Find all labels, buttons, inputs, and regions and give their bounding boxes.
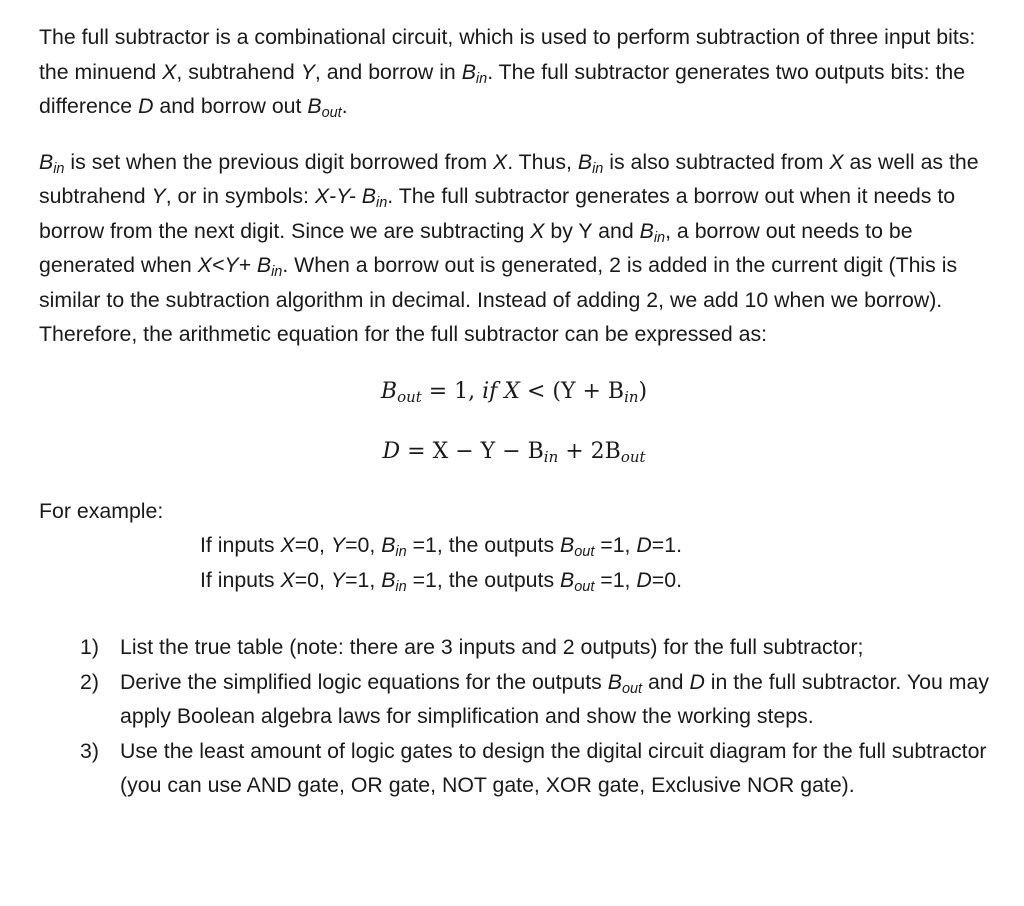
var-x: X [162, 59, 177, 84]
example-line: If inputs X=0, Y=0, $B_{in} =1$, the outputs $B_{out} =1$, D=1. [200, 533, 682, 561]
questions-list [39, 630, 989, 803]
equation-d: $D = X - Y - B_{in} + 2B_{out}$ [382, 438, 646, 466]
example-label: For example: [39, 498, 164, 523]
var-d: D [138, 94, 154, 118]
text: , subtrahend [176, 59, 301, 84]
text: . [341, 94, 348, 118]
question-item: 1) List the true table (note: there are 3 inputs and 2 outputs) for the full subtractor; [80, 635, 864, 659]
question-item: 3) Use the least amount of logic gates to design the digital circuit diagram for the full subtractor (you can use AND gate, OR gate, NOT gate, XOR gate, Exclusive NOR gate). [80, 738, 987, 797]
equations-block [39, 374, 989, 470]
intro-paragraph [39, 20, 989, 124]
example-line: If inputs X=0, Y=1, $B_{in} =1$, the outputs $B_{out} =1$, D=0. [200, 567, 682, 595]
var-bin: $B_{in}$ [461, 59, 488, 87]
text: and borrow out [153, 94, 308, 118]
text: . The full subtractor generates two outputs bits: the difference [39, 59, 966, 118]
document-body [39, 20, 989, 803]
text: , and borrow in [314, 59, 462, 84]
var-bout: $B_{out}$ [307, 94, 342, 122]
var-bin: $B_{in}$ [39, 149, 65, 177]
var-y: Y [300, 59, 315, 84]
equation-bout: $B_{out} = 1$, if $X < (Y + B_{in})$ [380, 378, 648, 406]
examples-block [200, 528, 989, 597]
text: The full subtractor is a combinational circuit, which is used to perform subtraction of three input bits: the minuend [39, 25, 976, 84]
question-item: 2) Derive the simplified logic equations for the outputs $B_{out}$ and D in the full subtractor. You may apply Boolean algebra laws for simplification and show the working steps. [80, 669, 989, 728]
borrow-paragraph: $B_{in}$ is set when the previous digit borrowed from X. Thus, $B_{in}$ is also subtracted from X as well as the subtrahend Y, or in symbols: X-Y- $B_{in}$. The full subtractor generates a borrow out when it needs to borrow from the next digit. Since we are subtracting X by Y and $B_{in}$, a borrow out needs to be generated when $X<Y+ B_{in}$. When a borrow out is generated, 2 is added in the current digit (This is similar to the subtraction algorithm in decimal. Instead of adding 2, we add 10 when we borrow). Therefore, the arithmetic equation for the full subtractor can be expressed as: [39, 149, 979, 346]
